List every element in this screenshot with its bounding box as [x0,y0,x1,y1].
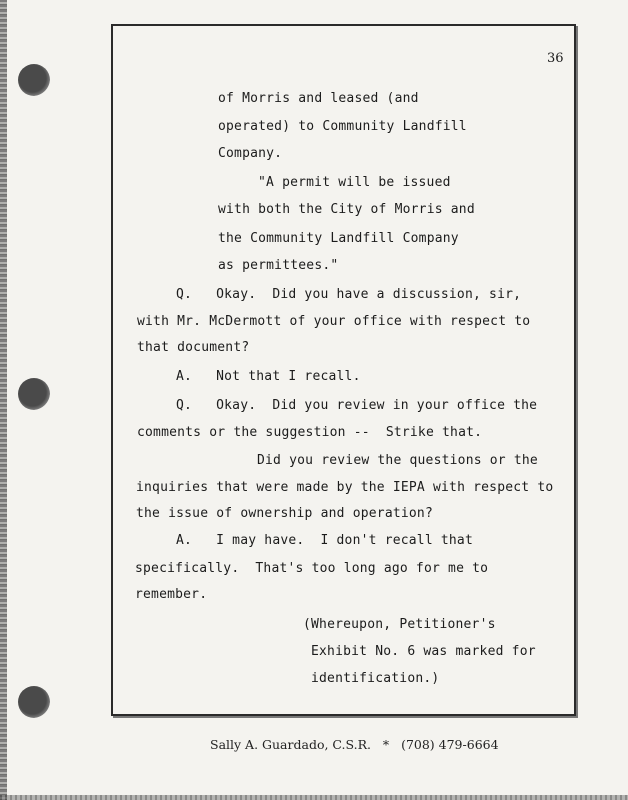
punch-hole-top [18,64,50,96]
transcript-line: comments or the suggestion -- Strike that. [137,425,483,440]
transcript-line: Exhibit No. 6 was marked for [311,644,536,659]
punch-hole-middle [18,378,50,410]
transcript-line: inquiries that were made by the IEPA with respect to [136,480,554,495]
scan-left-edge [0,0,7,800]
transcript-line: the Community Landfill Company [218,231,459,246]
transcript-line: A. Not that I recall. [176,369,361,384]
page-number: 36 [547,51,564,66]
transcript-line: identification.) [311,671,440,686]
scan-bottom-edge [0,795,628,800]
transcript-line: specifically. That's too long ago for me to [135,561,489,576]
transcript-line: Company. [218,146,283,161]
transcript-line: the issue of ownership and operation? [136,506,433,521]
transcript-line: with Mr. McDermott of your office with respect to [137,314,531,329]
transcript-line: operated) to Community Landfill [218,119,467,134]
punch-hole-bottom [18,686,50,718]
transcript-line: Q. Okay. Did you review in your office the [176,398,538,413]
transcript-line: of Morris and leased (and [218,91,419,106]
transcript-line: that document? [137,340,250,355]
transcript-line: with both the City of Morris and [218,202,475,217]
transcript-line: Did you review the questions or the [257,453,538,468]
transcript-line: remember. [135,587,208,602]
transcript-line: A. I may have. I don't recall that [176,533,473,548]
transcript-line: (Whereupon, Petitioner's [303,617,496,632]
reporter-footer: Sally A. Guardado, C.S.R. * (708) 479-6664 [210,737,499,752]
transcript-line: "A permit will be issued [258,175,451,190]
transcript-line: as permittees." [218,258,339,273]
transcript-line: Q. Okay. Did you have a discussion, sir, [176,287,522,302]
